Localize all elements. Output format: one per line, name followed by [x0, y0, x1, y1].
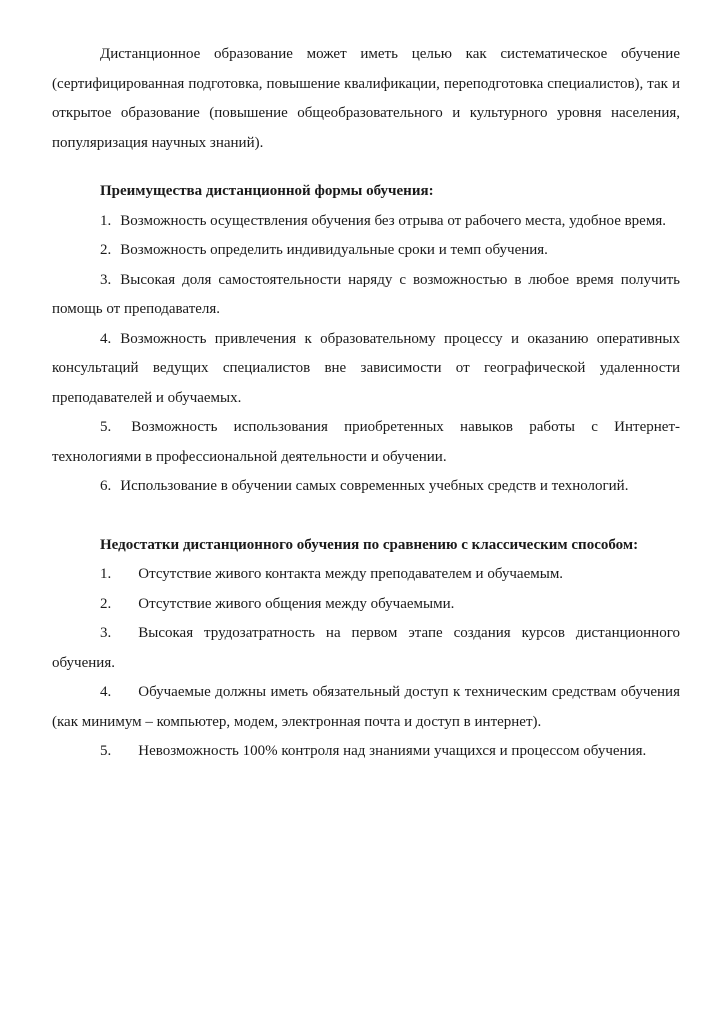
item-number: 5. [100, 419, 112, 435]
spacer [52, 502, 680, 531]
item-text: Отсутствие живого общения между обучаемыми. [138, 595, 455, 612]
item-number: 2. [100, 595, 112, 612]
list-item [52, 413, 680, 472]
item-number: 4. [100, 330, 112, 347]
advantages-list [52, 207, 680, 502]
item-number: 1. [100, 212, 112, 229]
item-text: Возможность использования приобретенных навыков работы с Интернет-технологиями в профессиональной деятельности и обучении. [52, 419, 680, 465]
list-item [52, 325, 680, 414]
list-item [52, 472, 680, 502]
list-item [52, 619, 680, 678]
list-item [52, 590, 680, 620]
item-text: Обучаемые должны иметь обязательный доступ к техническим средствам обучения (как минимум – компьютер, модем, электронная почта и доступ в интернет). [52, 684, 680, 730]
item-text: Высокая трудозатратность на первом этапе создания курсов дистанционного обучения. [52, 625, 680, 671]
item-text: Невозможность 100% контроля над знаниями учащихся и процессом обучения. [138, 743, 647, 759]
item-number: 3. [100, 625, 112, 641]
list-item [52, 207, 680, 237]
item-number: 2. [100, 242, 112, 258]
item-text: Отсутствие живого контакта между преподавателем и обучаемым. [138, 566, 564, 582]
item-number: 3. [100, 271, 112, 288]
list-item [52, 678, 680, 737]
item-text: Возможность осуществления обучения без отрыва от рабочего места, удобное время. [120, 212, 666, 229]
list-item [52, 266, 680, 325]
item-number: 4. [100, 684, 112, 700]
document-page [52, 40, 680, 767]
item-text: Высокая доля самостоятельности наряду с возможностью в любое время получить помощь от преподавателя. [52, 271, 680, 317]
list-item [52, 560, 680, 590]
item-text: Возможность определить индивидуальные сроки и темп обучения. [120, 242, 548, 258]
disadvantages-heading: Недостатки дистанционного обучения по сравнению с классическим способом: [100, 536, 639, 553]
item-number: 6. [100, 478, 112, 494]
intro-paragraph: Дистанционное образование может иметь целью как систематическое обучение (сертифицированная подготовка, повышение квалификации, переподготовка специалистов), так и открытое образование (повышение общеобразовательного и культурного уровня населения, популяризация научных знаний). [52, 46, 680, 151]
item-number: 1. [100, 566, 112, 582]
item-text: Возможность привлечения к образовательному процессу и оказанию оперативных консультаций ведущих специалистов вне зависимости от географической удаленности преподавателей и обучаемых. [52, 330, 680, 406]
disadvantages-list [52, 560, 680, 767]
item-number: 5. [100, 743, 112, 759]
advantages-heading: Преимущества дистанционной формы обучения: [100, 183, 434, 199]
list-item [52, 737, 680, 767]
list-item [52, 236, 680, 266]
item-text: Использование в обучении самых современных учебных средств и технологий. [120, 478, 629, 494]
spacer [52, 158, 680, 177]
